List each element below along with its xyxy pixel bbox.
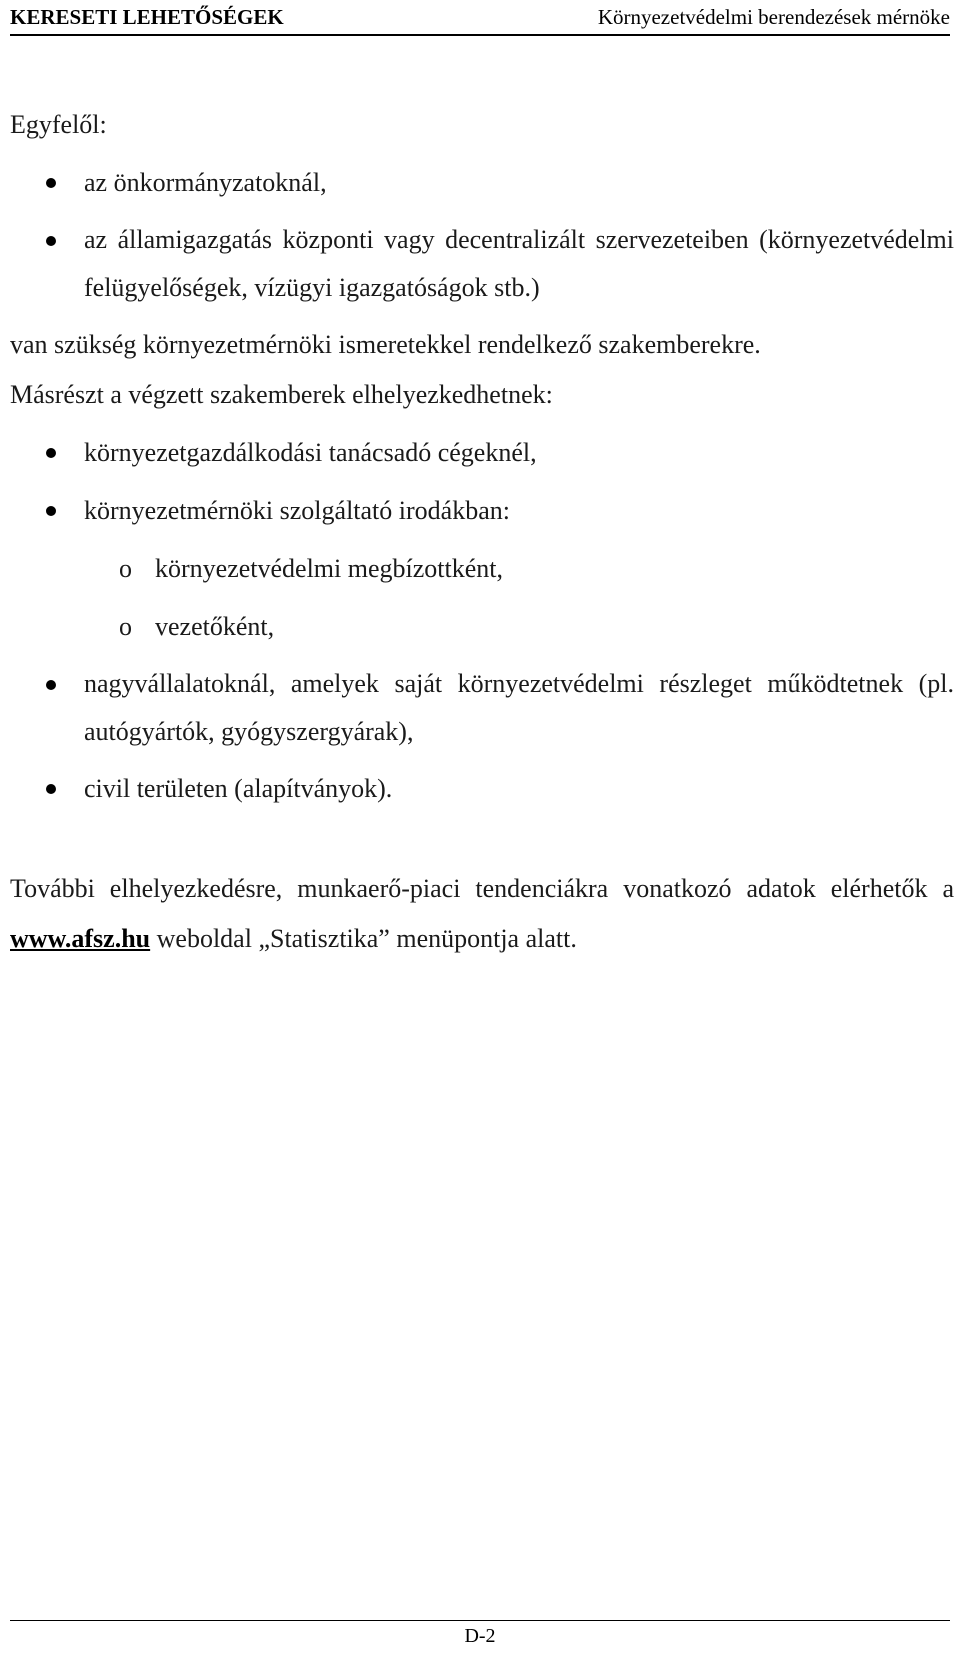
- list-item-text: környezetgazdálkodási tanácsadó cégeknél,: [84, 438, 537, 467]
- intro-paragraph: Egyfelől:: [10, 110, 107, 139]
- bullet-list-2-continued: [10, 660, 954, 814]
- bullet-icon: [46, 178, 56, 188]
- header-document-title: Környezetvédelmi berendezések mérnöke: [597, 4, 950, 29]
- list-item: [10, 660, 954, 756]
- list-item: [10, 764, 954, 814]
- bullet-icon: [46, 506, 56, 516]
- list-item-text: az önkormányzatoknál,: [84, 168, 327, 197]
- bullet-icon: [46, 784, 56, 794]
- bullet-list-2: [10, 428, 954, 536]
- after-list-paragraph: van szükség környezetmérnöki ismeretekkel rendelkező szakemberekre.: [10, 330, 761, 359]
- header-section-title: KERESETI LEHETŐSÉGEK: [10, 4, 284, 29]
- page-number: D-2: [464, 1625, 496, 1647]
- afsz-link[interactable]: www.afsz.hu: [10, 924, 151, 953]
- sub-bullet-list: [10, 544, 954, 652]
- list-item: [10, 428, 954, 478]
- sub-list-item-text: környezetvédelmi megbízottként,: [155, 554, 503, 583]
- page-header: [10, 0, 950, 36]
- closing-paragraph: [10, 864, 954, 964]
- list-item-text: nagyvállalatoknál, amelyek saját környezetvédelmi részleget működtetnek (pl. autógyártók, gyógyszergyárak),: [84, 669, 954, 746]
- document-body: [10, 100, 954, 964]
- sub-list-item: [10, 544, 954, 594]
- bullet-list-1: [10, 158, 954, 312]
- second-intro-paragraph: Másrészt a végzett szakemberek elhelyezkedhetnek:: [10, 380, 553, 409]
- list-item: [10, 486, 954, 536]
- bullet-icon: [46, 236, 56, 246]
- bullet-icon: [46, 448, 56, 458]
- list-item-text: civil területen (alapítványok).: [84, 774, 393, 803]
- sub-list-item: [10, 602, 954, 652]
- sub-list-item-text: vezetőként,: [155, 612, 275, 641]
- list-item: [10, 216, 954, 312]
- page-footer: [10, 1620, 950, 1648]
- closing-text-end: weboldal „Statisztika” menüpontja alatt.: [150, 924, 577, 953]
- closing-text: További elhelyezkedésre, munkaerő-piaci tendenciákra vonatkozó adatok elérhetők a: [10, 874, 954, 903]
- circle-bullet-icon: o: [119, 554, 132, 583]
- circle-bullet-icon: o: [119, 612, 132, 641]
- list-item-text: környezetmérnöki szolgáltató irodákban:: [84, 496, 510, 525]
- bullet-icon: [46, 680, 56, 690]
- list-item: [10, 158, 954, 208]
- list-item-text: az államigazgatás központi vagy decentralizált szervezeteiben (környezetvédelmi felügyelőségek, vízügyi igazgatóságok stb.): [84, 225, 954, 302]
